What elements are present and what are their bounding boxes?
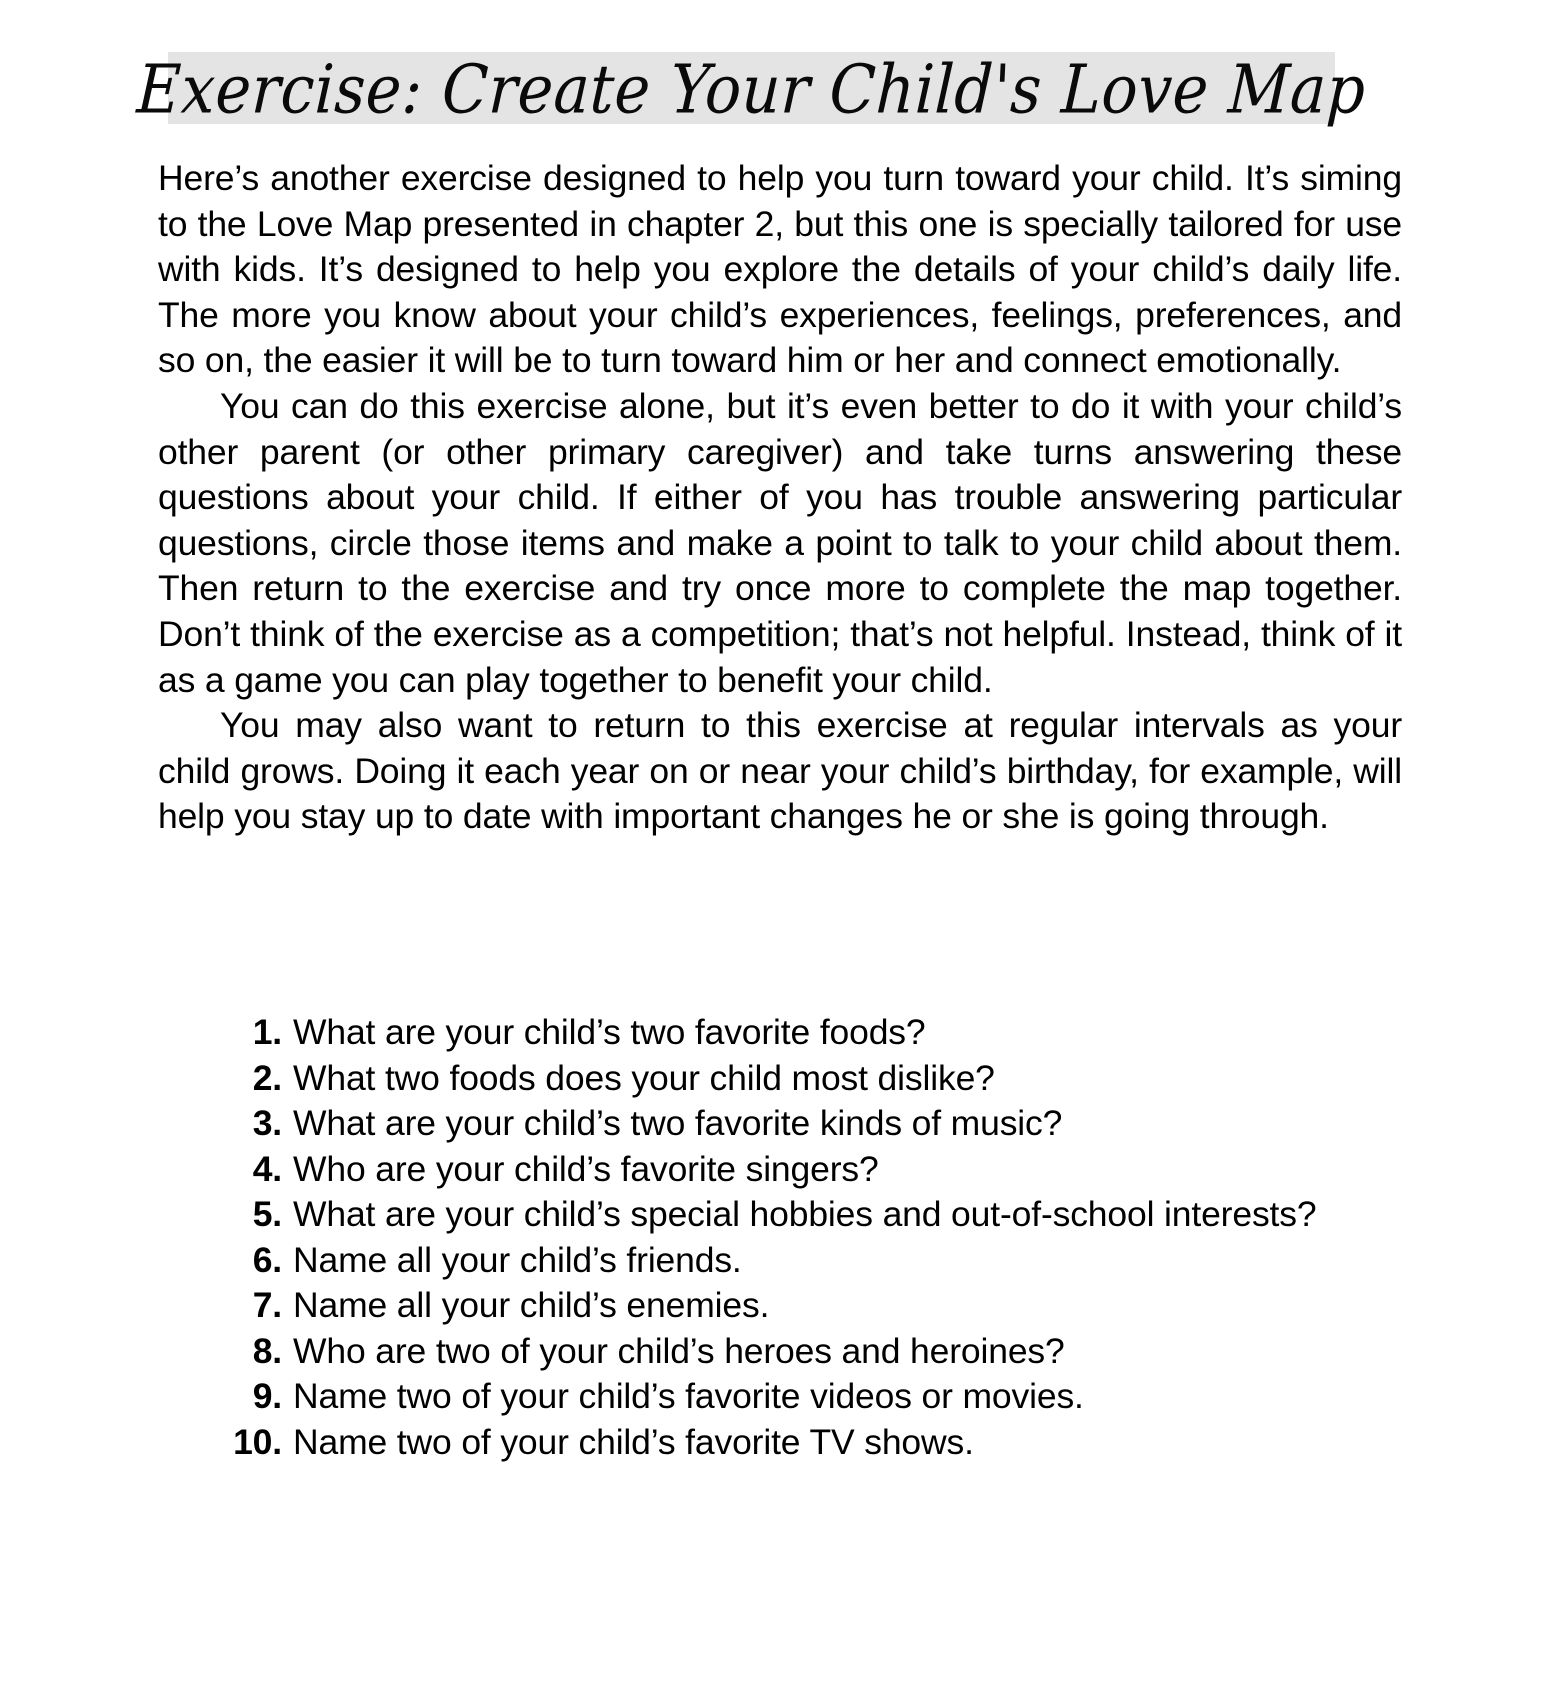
- love-map-question-list: [158, 1010, 1402, 1465]
- list-item: [158, 1238, 1402, 1284]
- list-item: [158, 1056, 1402, 1102]
- list-item-number: 8.: [252, 1330, 282, 1371]
- list-item: [158, 1147, 1402, 1193]
- list-item-label: Name two of your child’s favorite TV shows.: [293, 1421, 974, 1462]
- paragraph-1: Here’s another exercise designed to help you turn toward your child. It’s siming to the Love Map presented in chapter 2, but this one is specially tailored for use with kids. It’s designed to help you explore the details of your child’s daily life. The more you know about your child’s experiences, feelings, preferences, and so on, the easier it will be to turn toward him or her and connect emotionally.: [158, 158, 1402, 381]
- body-text-column: [158, 156, 1402, 840]
- list-item-label: Who are your child’s favorite singers?: [293, 1148, 879, 1189]
- list-item-number: 5.: [252, 1194, 282, 1234]
- list-item-number: 7.: [252, 1285, 282, 1325]
- chapter-header-band: [135, 50, 1368, 130]
- list-item: [158, 1329, 1402, 1375]
- paragraph-3: You may also want to return to this exercise at regular intervals as your child grows. Doing it each year on or near your child’s birthday, for example, will help you stay up to date with important changes he or she is going through.: [158, 705, 1402, 837]
- list-item-label: Who are two of your child’s heroes and heroines?: [293, 1330, 1065, 1371]
- list-item-number: 3.: [252, 1103, 282, 1143]
- list-item: [158, 1010, 1402, 1056]
- list-item: [158, 1192, 1402, 1238]
- list-item-label: Name all your child’s friends.: [293, 1239, 742, 1280]
- list-item-label: What are your child’s two favorite kinds of music?: [293, 1103, 1063, 1143]
- list-item-number: 6.: [252, 1239, 282, 1280]
- list-item-label: What two foods does your child most dislike?: [293, 1057, 995, 1098]
- list-item: [158, 1101, 1402, 1147]
- list-item-number: 2.: [252, 1057, 282, 1098]
- list-item-number: 4.: [252, 1148, 282, 1189]
- list-item-label: Name all your child’s enemies.: [293, 1285, 770, 1325]
- list-item-number: 1.: [252, 1012, 282, 1052]
- list-item-label: What are your child’s special hobbies and out-of-school interests?: [293, 1194, 1317, 1234]
- list-item-label: Name two of your child’s favorite videos or movies.: [293, 1376, 1084, 1416]
- paragraph-2: You can do this exercise alone, but it’s even better to do it with your child’s other parent (or other primary caregiver) and take turns answering these questions about your child. If either of you has trouble answering particular questions, circle those items and make a point to talk to your child about them. Then return to the exercise and try once more to complete the map together. Don’t think of the exercise as a competition; that’s not helpful. Instead, think of it as a game you can play together to benefit your child.: [158, 385, 1402, 700]
- list-item: [158, 1283, 1402, 1329]
- list-item-label: What are your child’s two favorite foods?: [293, 1012, 926, 1052]
- page-title: Exercise: Create Your Child's Love Map: [135, 50, 1368, 130]
- list-item-number: 9.: [252, 1376, 282, 1416]
- list-item: [158, 1374, 1402, 1420]
- list-item-number: 10.: [233, 1421, 282, 1462]
- list-item: [158, 1420, 1402, 1466]
